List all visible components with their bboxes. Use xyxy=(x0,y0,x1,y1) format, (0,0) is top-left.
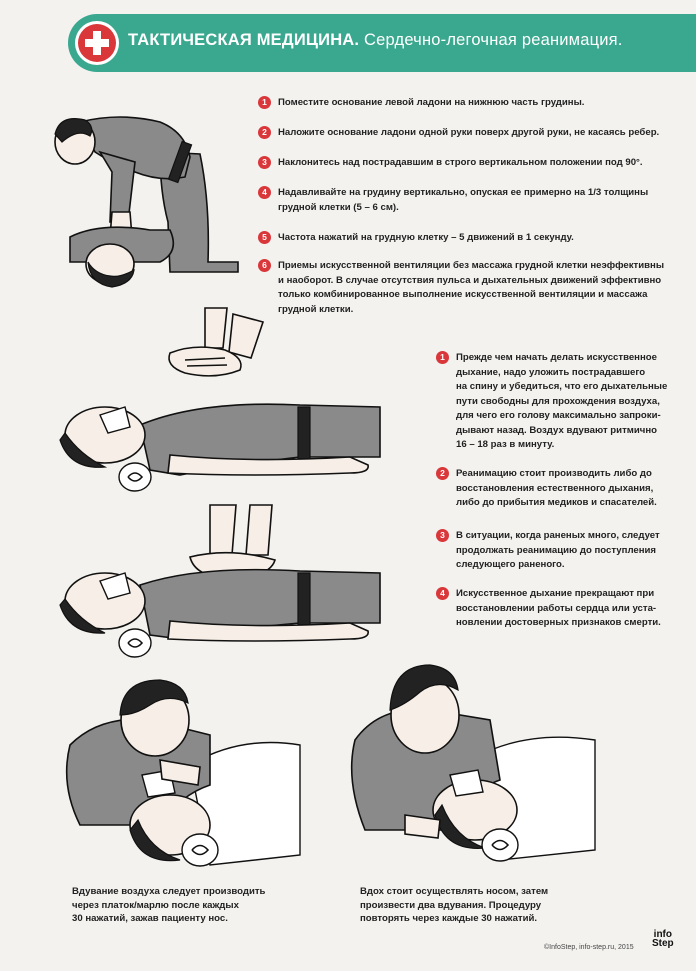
caption-right xyxy=(360,885,548,926)
step-text xyxy=(456,587,661,631)
step-number: 1 xyxy=(258,96,271,109)
step-line: восстановлении работы сердца или уста- xyxy=(456,602,657,614)
step-text xyxy=(278,156,643,171)
step-line: продолжать реанимацию до поступления xyxy=(456,544,657,556)
step-line: Наклонитесь над пострадавшим в строго вертикальном положении под 90°. xyxy=(278,157,643,168)
step-line: 16 – 18 раз в минуту. xyxy=(456,439,555,450)
step-line: для чего его голову максимально запроки- xyxy=(456,410,661,421)
step-line: только комбинированное выполнение искусственной вентиляции и массажа xyxy=(278,289,648,300)
step-text xyxy=(278,231,574,246)
step-line: на спину и убедиться, что его дыхательные xyxy=(456,381,668,392)
step-text xyxy=(278,96,584,111)
step-line: Приемы искусственной вентиляции без массажа грудной клетки неэффективны xyxy=(278,260,665,271)
step-line: либо до прибытия медиков и спасателей. xyxy=(456,497,657,508)
step-line: дывают назад. Воздух вдувают ритмично xyxy=(456,424,657,436)
step-line: грудной клетки (5 – 6 см). xyxy=(278,201,399,213)
illustration-victim-lying xyxy=(50,385,400,500)
caption-line: повторять через каждые 30 нажатий. xyxy=(360,913,538,924)
step-line: Наложите основание ладони одной руки поверх другой руки, не касаясь ребер. xyxy=(278,127,660,138)
step-line: и наоборот. В случае отсутствия пульса и дыхательных движений эффективно xyxy=(278,274,662,286)
step-number: 2 xyxy=(258,126,271,139)
illustration-hands-on-chest xyxy=(50,505,400,665)
title-strong: ТАКТИЧЕСКАЯ МЕДИЦИНА. xyxy=(128,31,360,49)
step-text xyxy=(278,259,664,317)
logo-top: info xyxy=(653,929,672,940)
caption-line: через платок/марлю после каждых xyxy=(72,899,239,911)
step-line: следующего раненого. xyxy=(456,559,565,570)
step-line: Искусственное дыхание прекращают при xyxy=(456,588,655,599)
step-line: Реанимацию стоит производить либо до xyxy=(456,468,652,479)
step-line: Частота нажатий на грудную клетку – 5 движений в 1 секунду. xyxy=(278,232,574,243)
step-line: пути свободны для прохождения воздуха, xyxy=(456,395,660,407)
caption-line: произвести два вдувания. Процедуру xyxy=(360,899,542,911)
step-line: грудной клетки. xyxy=(278,303,354,315)
step-line: восстановления естественного дыхания, xyxy=(456,482,654,494)
step-number: 3 xyxy=(258,156,271,169)
title-rest: Сердечно-легочная реанимация. xyxy=(364,31,623,49)
illustration-hand-placement xyxy=(165,308,275,388)
caption-line: Вдох стоит осуществлять носом, затем xyxy=(360,886,549,897)
caption-line: Вдувание воздуха следует производить xyxy=(72,886,266,897)
step-text xyxy=(456,351,667,453)
copyright-text: ©InfoStep, info-step.ru, 2015 xyxy=(544,944,634,951)
illustration-rescue-breath-left xyxy=(60,675,310,875)
step-text xyxy=(456,467,657,511)
logo-bottom: Step xyxy=(652,938,674,949)
medical-cross-icon xyxy=(78,24,116,62)
step-line: новлении достоверных признаков смерти. xyxy=(456,617,661,628)
step-line: дыхание, надо уложить пострадавшего xyxy=(456,366,646,378)
illustration-chest-compressions xyxy=(40,112,250,302)
page-title xyxy=(128,31,623,50)
header-banner xyxy=(68,14,696,72)
step-line: В ситуации, когда раненых много, следует xyxy=(456,530,660,541)
illustration-rescue-breath-right xyxy=(350,660,600,875)
caption-left xyxy=(72,885,265,926)
step-line: Надавливайте на грудину вертикально, опуская ее примерно на 1/3 толщины xyxy=(278,187,649,198)
caption-line: 30 нажатий, зажав пациенту нос. xyxy=(72,913,228,924)
step-number: 6 xyxy=(258,259,271,272)
step-line: Поместите основание левой ладони на нижнюю часть грудины. xyxy=(278,97,585,108)
step-number: 1 xyxy=(436,351,449,364)
step-line: Прежде чем начать делать искусственное xyxy=(456,352,657,363)
step-text xyxy=(278,126,659,141)
step-number: 5 xyxy=(258,231,271,244)
step-number: 4 xyxy=(436,587,449,600)
step-number: 4 xyxy=(258,186,271,199)
step-number: 3 xyxy=(436,529,449,542)
infostep-logo xyxy=(652,930,674,948)
step-text xyxy=(456,529,660,573)
step-text xyxy=(278,186,648,215)
step-number: 2 xyxy=(436,467,449,480)
